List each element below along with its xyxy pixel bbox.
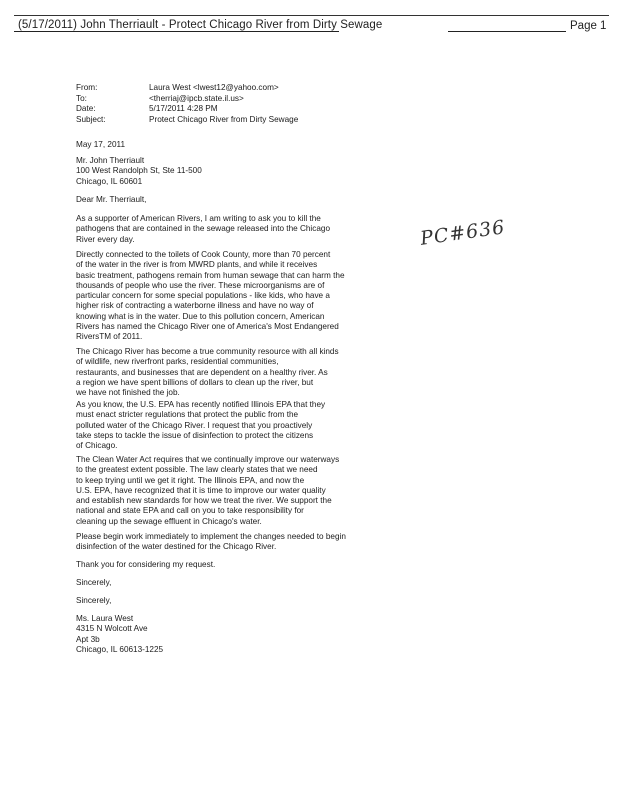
date-label: Date: — [76, 104, 96, 113]
text-line: to keep trying until we get it right. The Illinois EPA, and now the — [76, 475, 305, 485]
signature-line: Chicago, IL 60613-1225 — [76, 644, 164, 654]
letter-date — [76, 140, 348, 150]
paragraph-4 — [76, 400, 348, 451]
text-line: pathogens that are contained in the sewage released into the Chicago — [76, 224, 330, 234]
letter-date-line: May 17, 2011 — [76, 140, 126, 149]
paragraph-7 — [76, 560, 348, 570]
recipient-address — [76, 156, 348, 187]
text-line: basic treatment, pathogens remain from human sewage that can harm the — [76, 270, 345, 280]
text-line: a region we have spent billions of dollars to clean up the river, but — [76, 377, 314, 387]
address-line: Chicago, IL 60601 — [76, 176, 143, 186]
email-meta — [76, 83, 298, 125]
text-line: cleaning up the sewage effluent in Chicago's water. — [76, 516, 262, 526]
text-line: The Clean Water Act requires that we continually improve our waterways — [76, 455, 340, 464]
from-label: From: — [76, 83, 98, 92]
text-line: to the greatest extent possible. The law clearly states that we need — [76, 465, 318, 475]
text-line: of the water in the river is from MWRD plants, and while it receives — [76, 260, 318, 270]
address-line: 100 West Randolph St, Ste 11-500 — [76, 166, 202, 176]
text-line: we have not finished the job. — [76, 388, 180, 398]
text-line: The Chicago River has become a true community resource with all kinds — [76, 347, 339, 356]
from-row — [76, 83, 298, 94]
text-line: Sincerely, — [76, 578, 112, 587]
closing-1 — [76, 578, 348, 588]
header-underline-right — [448, 31, 566, 32]
signature-line: Apt 3b — [76, 634, 100, 644]
text-line: River every day. — [76, 234, 135, 244]
text-line: knowing what is in the water. Due to this pollution concern, American — [76, 311, 325, 321]
text-line: of wildlife, new riverfront parks, residential communities, — [76, 357, 279, 367]
text-line: higher risk of contracting a waterborne illness and have no way of — [76, 301, 314, 311]
subject-value: Protect Chicago River from Dirty Sewage — [149, 114, 299, 124]
signature-block — [76, 614, 348, 655]
paragraph-5 — [76, 455, 348, 527]
paragraph-1 — [76, 214, 348, 245]
top-border-line — [14, 15, 609, 16]
text-line: Thank you for considering my request. — [76, 560, 216, 569]
signature-line: Ms. Laura West — [76, 614, 134, 623]
text-line: national and state EPA and call on you to take responsibility for — [76, 506, 304, 516]
header-underline — [14, 31, 339, 32]
page-number: Page 1 — [570, 20, 607, 32]
paragraph-3 — [76, 347, 348, 398]
address-line: Mr. John Therriault — [76, 156, 145, 165]
paragraph-6 — [76, 532, 348, 553]
paragraph-2 — [76, 250, 348, 343]
text-line: As a supporter of American Rivers, I am writing to ask you to kill the — [76, 214, 321, 223]
email-print-title: (5/17/2011) John Therriault - Protect Chicago River from Dirty Sewage — [18, 19, 383, 31]
subject-label: Subject: — [76, 114, 106, 124]
text-line: U.S. EPA, have recognized that it is time to improve our water quality — [76, 485, 326, 495]
text-line: As you know, the U.S. EPA has recently notified Illinois EPA that they — [76, 400, 326, 409]
text-line: restaurants, and businesses that are dependent on a healthy river. As — [76, 367, 328, 377]
date-row — [76, 104, 298, 115]
text-line: must enact stricter regulations that protect the public from the — [76, 410, 299, 420]
to-row — [76, 94, 298, 105]
text-line: Directly connected to the toilets of Cook County, more than 70 percent — [76, 250, 331, 259]
date-value: 5/17/2011 4:28 PM — [149, 104, 218, 113]
text-line: particular concern for some special populations - like kids, who have a — [76, 291, 330, 301]
text-line: Sincerely, — [76, 596, 112, 605]
text-line: polluted water of the Chicago River. I request that you proactively — [76, 420, 313, 430]
signature-line: 4315 N Wolcott Ave — [76, 624, 148, 634]
text-line: take steps to tackle the issue of disinfection to protect the citizens — [76, 430, 314, 440]
text-line: of Chicago. — [76, 441, 118, 451]
text-line: Rivers has named the Chicago River one of America's Most Endangered — [76, 322, 339, 332]
to-label: To: — [76, 93, 87, 103]
handwritten-annotation: PC#636 — [418, 216, 507, 250]
to-value: <therriaj@ipcb.state.il.us> — [149, 93, 244, 103]
text-line: RiversTM of 2011. — [76, 332, 143, 342]
from-value: Laura West <lwest12@yahoo.com> — [149, 83, 279, 92]
greeting — [76, 195, 348, 205]
text-line: and establish new standards for how we treat the river. We support the — [76, 496, 332, 506]
subject-row — [76, 115, 298, 126]
greeting-line: Dear Mr. Therriault, — [76, 195, 147, 204]
text-line: disinfection of the water destined for the Chicago River. — [76, 542, 277, 552]
closing-2 — [76, 596, 348, 606]
text-line: thousands of people who use the river. These microorganisms are of — [76, 280, 325, 290]
text-line: Please begin work immediately to implement the changes needed to begin — [76, 532, 346, 541]
